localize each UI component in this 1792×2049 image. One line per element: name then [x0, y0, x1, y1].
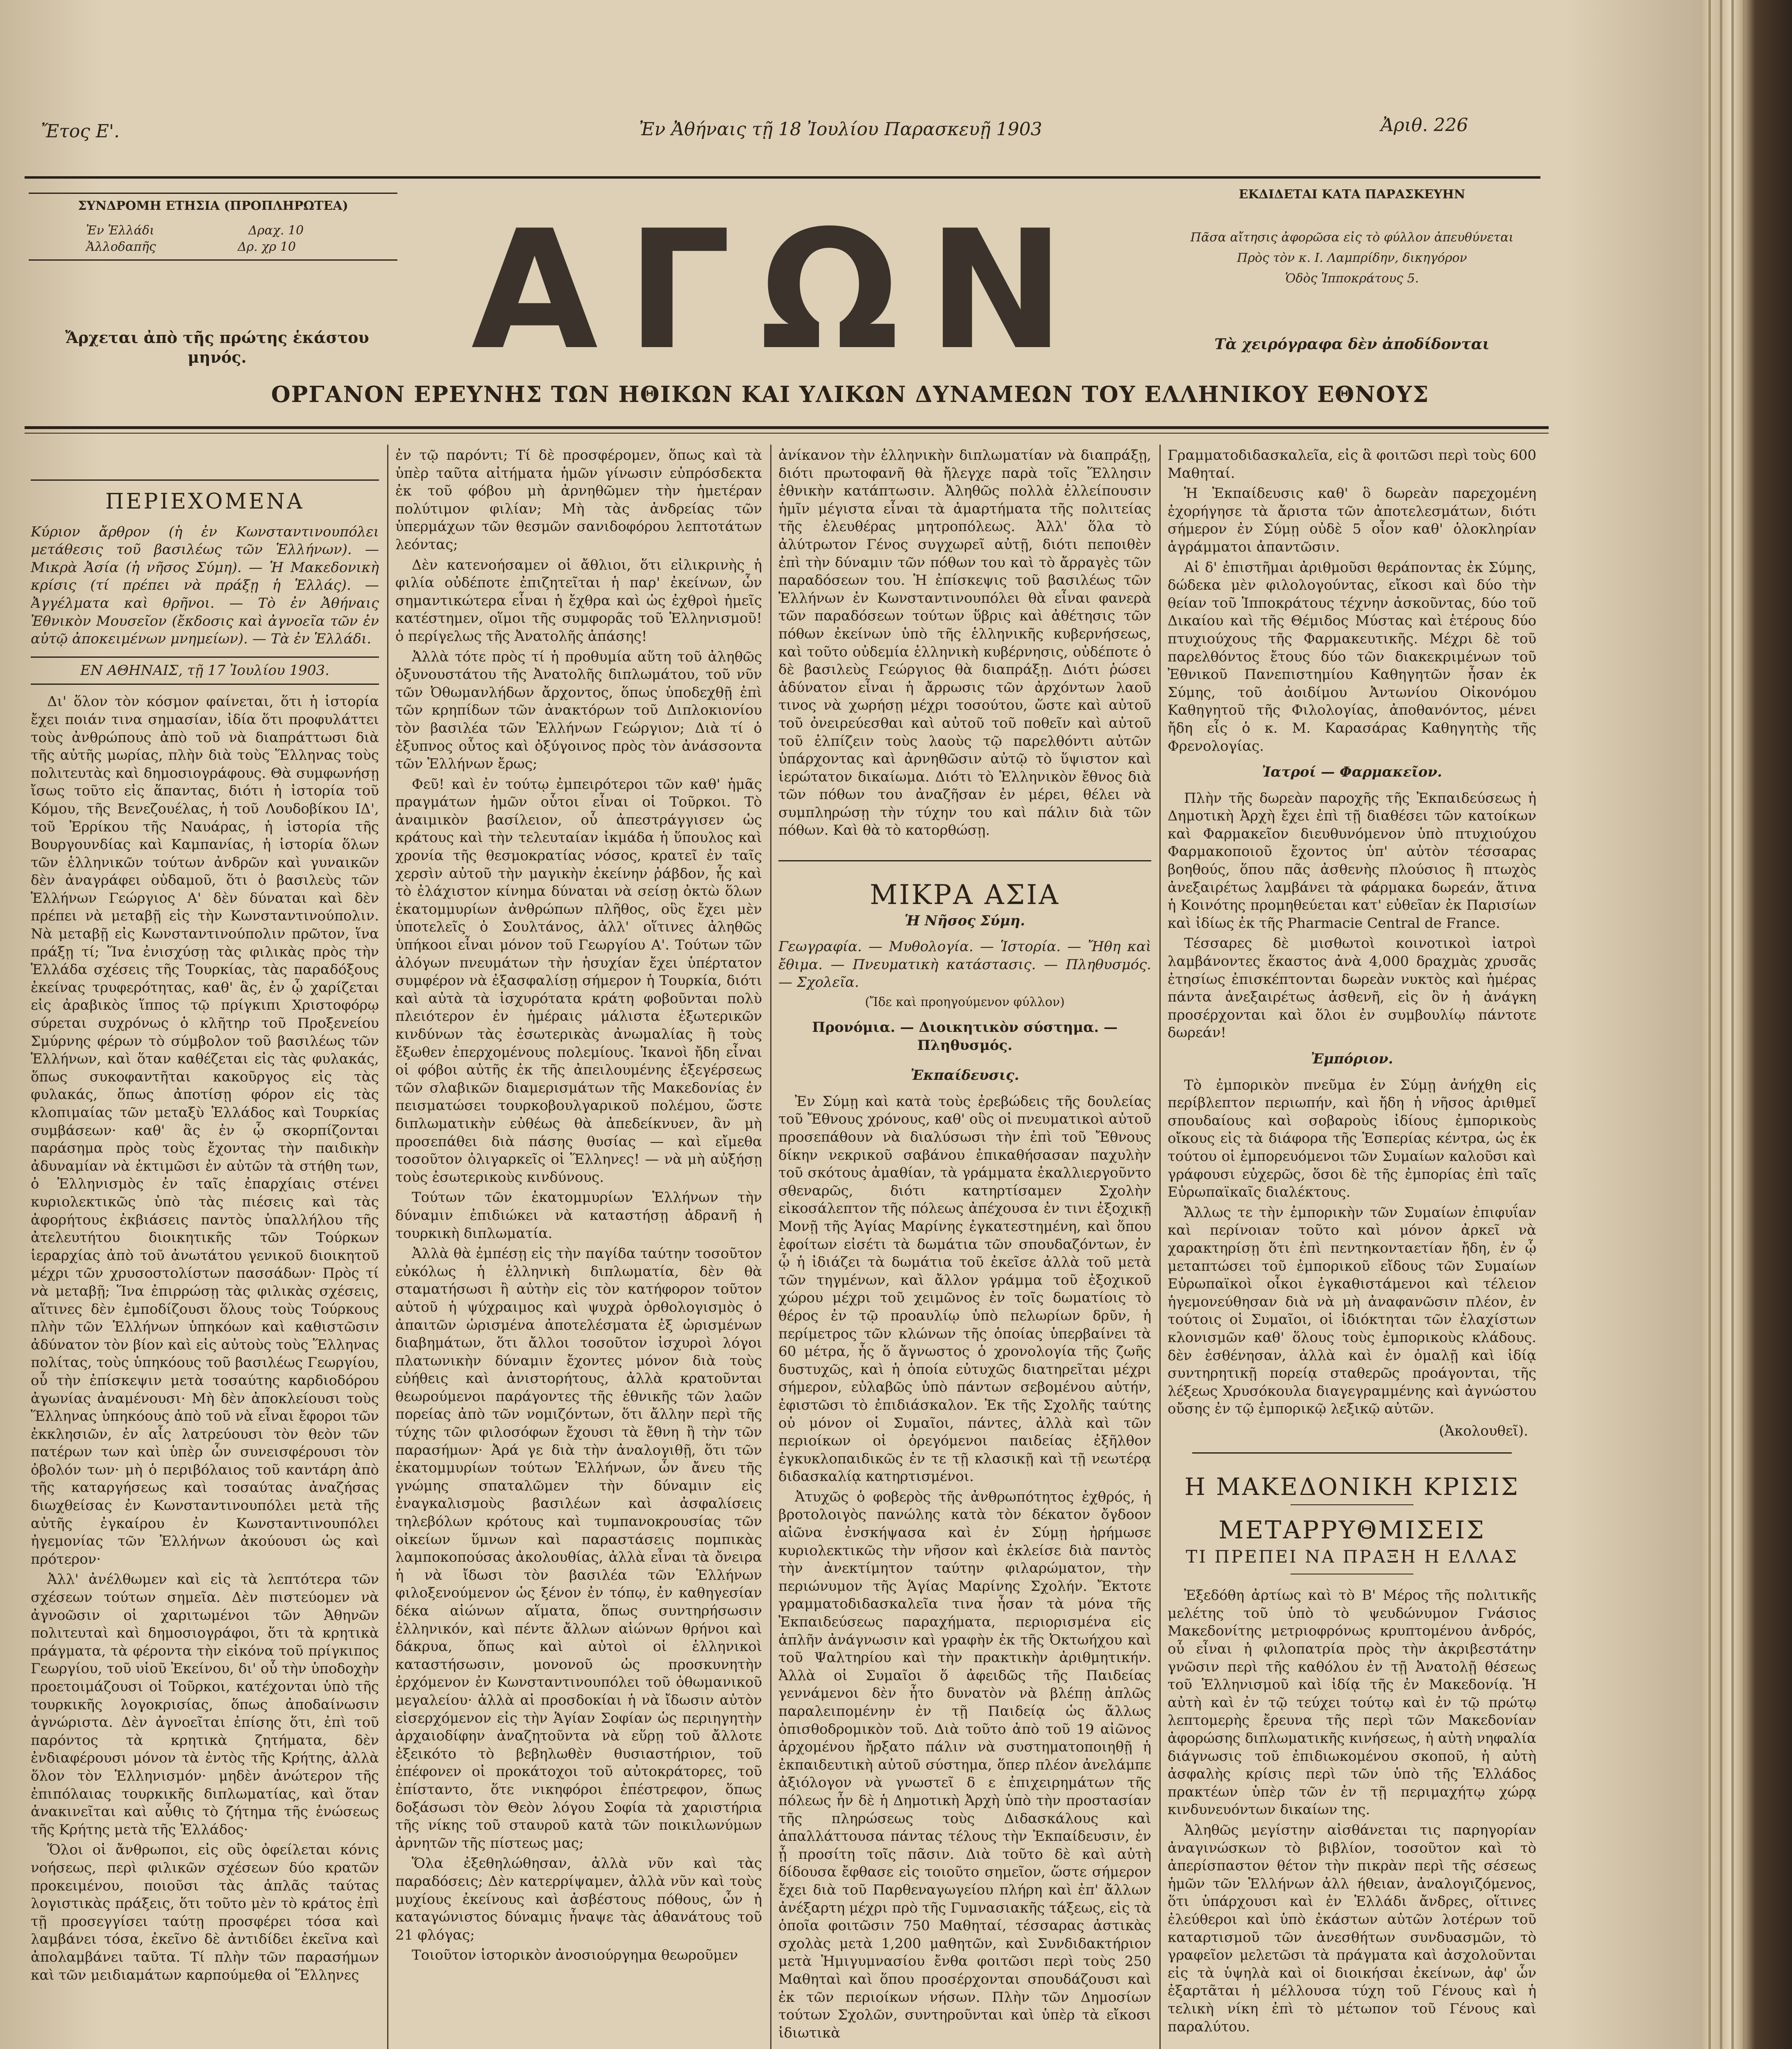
subscription-abroad: [29, 239, 397, 255]
contents-body: Κύριον ἄρθρον (ἡ ἐν Κωνσταντινουπόλει μετάθεσις τοῦ βασιλέως τῶν Ἑλλήνων). — Μικρὰ Ἀσία (ἡ νῆσος Σύμη). — Ἡ Μακεδονικὴ κρίσις (τί πρέπει νὰ πράξῃ ἡ Ἑλλάς). — Ἀγγέλματα καὶ θρῆνοι. — Τὸ ἐν Ἀθήναις Ἐθνικὸν Μουσεῖον (ἔκδοσις καὶ ἀγνοεῖα τῶν ἐν αὐτῷ ἀποκειμένων μνημείων). — Τὰ ἐν Ἑλλάδι.: [31, 523, 379, 647]
subscription-abroad-value: Δρ. χρ 10: [238, 240, 296, 254]
col3-paragraph-2: Ἐν Σύμῃ καὶ κατὰ τοὺς ἐρεβώδεις τῆς δουλείας τοῦ Ἔθνους χρόνους, καθ' οὓς οἱ πνευματικοὶ αὐτοῦ προσεπάθουν νὰ διαλύσωσι τὴν ἐπὶ τοῦ Ἔθνους δίκην νεκρικοῦ σαβάνου ἐπικαθήσασαν παχυλὴν τοῦ σκότους ἀμαθίαν, τὰ γράμματα ἐκαλλιεργοῦντο σθεναρῶς, διότι κατηρτίσαμεν Σχολὴν εἰκοσάλεπτον τῆς πόλεως ἀπέχουσα ἐν τινι ἐξοχικῇ Μονῇ τῆς Ἁγίας Μαρίνης ἐγκατεστημένη, καὶ ὅπου ἐφοίτων εἰσέτι τὰ δωμάτια τῶν σπουδαζόντων, ἐν ᾧ ἡ ἰδιάζει τὰ δωμάτια τοῦ ἐκεῖσε ἀλλὰ τοῦ μετὰ τῶν τηγμένων, καὶ ἄλλον γράμμα τοῦ ἐξοχικοῦ χώρου μέχρι τοῦ χειμῶνος ἐν τοῖς δωματίοις τὸ θέρος ἐν τῷ προαυλίῳ ὑπὸ πελωρίων δρῦν, ἡ περίμετρος τῶν κλώνων τῆς ὁποίας ὑπερβαίνει τὰ 60 μέτρα, ἧς ὅ ἄγνωστος ὁ χρονολογία τῆς ζωῆς δυστυχῶς, καὶ ἡ ὁποία εὐτυχῶς διατηρεῖται μέχρι σήμερον, εὐλαβῶς ὑπὸ πάντων σεβομένου αὐτήν, ἐφιστῶσι τὸ ἐπιδιάσκαλον. Ἐκ τῆς Σχολῆς ταύτης οὐ μόνον οἱ Συμαῖοι, πάντες, ἀλλὰ καὶ τῶν περιοίκων οἱ ὀρεγόμενοι παιδείας ἐξῆλθον ἐγκυκλοπαιδικῶς ἐν τε τῇ κλασικῇ καὶ τῇ νεωτέρᾳ διδασκαλίᾳ κατηρτισμένοι.: [778, 1093, 1151, 1485]
col4-paragraph-8: Ἐξεδόθη ἀρτίως καὶ τὸ Β' Μέρος τῆς πολιτικῆς μελέτης τοῦ ὑπὸ τὸ ψευδώνυμον Γνάσιος Μακεδονίτης μετριοφρόνως κρυπτομένου ἀνδρός, οὗ εἶναι ἡ φιλοπατρία πρὸς τὴν ἀκριβεστάτην γνῶσιν περὶ τῆς καθόλου ἐν τῇ Ἀνατολῇ θέσεως τοῦ Ἑλληνισμοῦ καὶ ἰδίᾳ τῆς ἐν Μακεδονίᾳ. Ἡ αὐτὴ καὶ ἐν τῷ τεύχει τούτῳ καὶ ἐν τῷ πρώτῳ λεπτομερὴς ἔρευνα τῆς περὶ τῶν Μακεδονίαν ἀφορώσης διπλωματικῆς κινήσεως, ἡ αὐτὴ νηφαλία διάγνωσις τοῦ ἐπιδιωκομένου σκοποῦ, ἡ αὐτὴ ἀσφαλὴς κρίσις περὶ τῶν ὑπὸ τῆς Ἑλλάδος πρακτέων ὑπὲρ τῶν ἐν τῇ περιμαχήτῳ χώρᾳ κινδυνευόντων δικαίων της.: [1168, 1587, 1536, 1818]
masthead-subtitle: ΟΡΓΑΝΟΝ ΕΡΕΥΝΗΣ ΤΩΝ ΗΘΙΚΩΝ ΚΑΙ ΥΛΙΚΩΝ ΔΥΝΑΜΕΩΝ ΤΟΥ ΕΛΛΗΝΙΚΟΥ ΕΘΝΟΥΣ: [271, 381, 1429, 407]
subscription-box: [29, 193, 397, 261]
col1-paragraph-3: Ὅλοι οἱ ἄνθρωποι, εἰς οὓς ὀφείλεται κόνις νοήσεως, περὶ φιλικῶν σχέσεων δύο κρατῶν προκειμένου, ποιοῦσι τὰς ἁπλᾶς ταύτας λογιστικὰς πράξεις, ὅτι τοῦτο μὲν τὸ κράτος ἐπὶ τῇ προσεγγίσει ταύτῃ προσφέρει τόσα καὶ λαμβάνει τόσα, ἐκεῖνο δὲ ἀντιδίδει ἐκεῖνα καὶ ἀπολαμβάνει ταῦτα. Τί πλὴν τῶν παρασήμων καὶ τῶν μειδιαμάτων καρπούμεθα οἱ Ἕλληνες: [31, 1842, 379, 1983]
contents-heading: ΠΕΡΙΕΧΟΜΕΝΑ: [105, 489, 304, 514]
col2-paragraph-5: Τούτων τῶν ἑκατομμυρίων Ἑλλήνων τὴν δύναμιν ἐπιδιώκει νὰ καταστήσῃ ἀδρανῆ ἡ τουρκικὴ διπλωματία.: [395, 1189, 762, 1242]
dateline-box: [31, 656, 379, 685]
education-heading: Ἐκπαίδευσις.: [910, 1067, 1019, 1084]
publication-note: ΕΚΔΙΔΕΤΑΙ ΚΑΤΑ ΠΑΡΑΣΚΕΥΗΝ: [1239, 187, 1465, 202]
column-4: [1168, 447, 1536, 2049]
book-spine-edge: [1700, 0, 1792, 2049]
col2-paragraph-2: Δὲν κατενοήσαμεν οἱ ἄθλιοι, ὅτι εἰλικρινὴς ἡ φιλία οὐδέποτε ἐπιζητεῖται ἡ παρ' ἐκείνων, ὧν σημαντικώτερα εἶναι ἡ ἔχθρα καὶ ὡς ἐχθροὶ ἡμεῖς κατέστημεν, οἵμοι τῆς συμφορᾶς τοῦ Ἑλληνισμοῦ! ὁ περίγελως τῆς Ἀνατολῆς ἁπάσης!: [395, 557, 762, 645]
column-rule-3: [1159, 445, 1161, 2049]
col2-paragraph-8: Τοιοῦτον ἱστορικὸν ἀνοσιούργημα θεωροῦμεν: [412, 1947, 738, 1964]
col1-paragraph-1: Δι' ὅλον τὸν κόσμον φαίνεται, ὅτι ἡ ἱστορία ἔχει ποιάν τινα σημασίαν, ἰδία ὅτι προφυλάττει τοὺς ἀνθρώπους ἀπὸ τοῦ νὰ διαπράττωσι διὰ τῆς αὐτῆς μωρίας, πλὴν διὰ τοὺς Ἕλληνας τοὺς πολιτευτὰς καὶ δημοσιογράφους. Θὰ συμφωνήσῃ ἴσως τοῦτο εἰς ἅπαντας, διότι ἡ ἱστορία τοῦ Κόμου, τῆς Βενεζουέλας, ἡ τοῦ Λουδοβίκου ΙΔ', τοῦ Ἐρρίκου τῆς Ναυάρας, ἡ ἱστορία τῆς Βουργουνδίας καὶ Καμπανίας, ἡ ἱστορία ὅλων τῶν ἑλληνικῶν τούτων ἀνδρῶν καὶ γυναικῶν δὲν ἀναγράφει οὐδαμοῦ, ὅτι ὁ βασιλεὺς τῶν Ἑλλήνων Γεώργιος Α' δὲν δύναται καὶ δὲν πρέπει νὰ μεταβῇ εἰς τὴν Κωνσταντινούπολιν. Νὰ μεταβῇ εἰς Κωνσταντινούπολιν πρῶτον, ἵνα πράξῃ τί; Ἵνα ἐνισχύσῃ τὰς φιλικὰς πρὸς τὴν Ἑλλάδα σχέσεις τῆς Τουρκίας, τὰς παραδόξους ἐκείνας τρυφερότητας, καθ' ἃς, ἐν ᾧ χαρίζεται εἰς ἀραβικὸς ἵππος τῷ πρίγκιπι Χριστοφόρῳ σύρεται συχρόνως ὁ κλῆτηρ τοῦ Προξενείου Σμύρνης φέρων τὸ σύμβολον τοῦ βασιλέως τῶν Ἑλλήνων, καὶ ὅταν καθέζεται εἰς τὰς φυλακάς, ὅπως συκοφαντῆται κακοῦργος εἰς τὰς φυλακάς, ὅπως ἀποτίσῃ φόρον εἰς τὰς κλοπιμαίας τῶν μεταξὺ Ἑλλάδος καὶ Τουρκίας συμβάσεων· καθ' ἃς ἐν ᾧ σκορπίζονται παράσημα πρὸς τοὺς ἔχοντας τὴν παιδικὴν ἀδυναμίαν νὰ ἐκτιμῶσι ἐν αὐτῶν τὰ στήθη των, ὁ Ἑλληνισμὸς ἐν ταῖς ἐπαρχίαις στένει κυριολεκτικῶς ὑπὸ τὰς πιέσεις καὶ τὰς ἀφορήτους ἐκβιάσεις παντὸς ὑπαλλήλου τῆς ἀτελευτήτου διοικητικῆς τῶν Τούρκων ἱεραρχίας ἀπὸ τοῦ ἀνωτάτου γενικοῦ διοικητοῦ μέχρι τῶν χρυσοστολίστων πασσάδων· Πρὸς τί νὰ μεταβῇ; Ἵνα ἐπιρρώσῃ τὰς φιλικὰς σχέσεις, αἵτινες δὲν ἐμποδίζουσι ὅλους τοὺς Τούρκους πλὴν τῶν Ἑλλήνων ὑπηκόων καὶ καθιστῶσιν ἀδύνατον τὸν βίον καὶ εἰς αὐτοὺς τοὺς Ἕλληνας πολίτας, τοὺς ὑπηκόους τοῦ βασιλέως Γεωργίου, οὗ τὴν ἐπίσκεψιν μετὰ τοσαύτης καρδιοδόρου ἀγωνίας ἀναμένουσι· Μὴ δὲν ἀποκλείουσι τοὺς Ἕλληνας ὑπηκόους ἀπὸ τοῦ νὰ εἶναι ἔφοροι τῶν ἐκκλησιῶν, ἐν αἷς λατρεύουσι τὸν θεὸν τῶν πατέρων των καὶ ὑπὲρ ὧν συνεισφέρουσι τὸν ὀβολόν των· μὴ ὁ περιβόλαιος τοῦ καντάρη ἀπὸ τῆς καταργήσεως καὶ τοσαύτας ἀναζήσας διωχθείσας ἐν Κωνσταντινουπόλει μετὰ τῆς αὐτῆς ἐγκαίρου ἐν Κωνσταντινουπόλει ἠγεμονίας τῶν Ἑλλήνων ἀκούουσι ὡς καὶ πρότερον·: [31, 693, 379, 1567]
col4-paragraph-7: Ἄλλως τε τὴν ἐμπορικὴν τῶν Συμαίων ἐπιφυΐαν καὶ περίνοιαν τοῦτο καὶ μόνον ἀρκεῖ νὰ χαρακτηρίσῃ ὅτι ἐπὶ πεντηκονταετίαν ἤδη, ἐν ᾧ μεταπτώσει τοῦ ἐμπορικοῦ εἴδους τῶν Συμαίων Εὐρωπαϊκοὶ οἶκοι ἐγκαθιστάμενοι καὶ τέλειον ἡγεμονεύθησαν διὰ νὰ μὴ ἀναφανῶσιν πλέον, ἐν τούτοις οἱ Συμαῖοι, οἱ ἰδιόκτηται τῶν ἐλαχίστων κλονισμῶν καθ' ὅλους τοὺς ἐμπορικοὺς κλάδους. δὲν ἐσθένησαν, ἀλλὰ καὶ ἐν ὁμαλῇ καὶ ἰδίᾳ συντηρητικῇ πορείᾳ σταθερῶς προάγονται, τῆς λέξεως Χρυσόκουλα διαγεγραμμένης καὶ ἀγνώστου οὔσης ἐν τῷ ἐμπορικῷ λεξικῷ αὐτῶν.: [1168, 1204, 1536, 1417]
col3-paragraph-1: ἀνίκανον τὴν ἑλληνικὴν διπλωματίαν νὰ διαπράξῃ, διότι πρωτοφανῆ θὰ ἤλεγχε παρὰ τοῖς Ἕλλησιν ἐθνικὴν κατάπτωσιν. Ἀληθῶς πολλὰ ἐλλείπουσιν ἡμῖν μέγιστα εἶναι τὰ ἁμαρτήματα τῆς πολιτείας τῆς ἐλευθέρας μητροπόλεως. Ἀλλ' ὅλα τὸ ἀλύτρωτον Γένος συγχωρεῖ αὐτῇ, διότι πεποιθὲν ἐπὶ τὴν δύναμιν τῶν πόθων του καὶ τὸ ἄρραγὲς τῶν παραδόσεων του. Ἡ ἐπίσκεψις τοῦ βασιλέως τῶν Ἑλλήνων ἐν Κωνσταντινουπόλει θὰ εἶναι φανερὰ τῶν παραδόσεων τούτων ὕβρις καὶ ἀθέτησις τῶν πόθων ἐκείνων ὑπὸ τῆς ἑλληνικῆς κυβερνήσεως, καὶ τοῦτο οὐδεμία ἑλληνικὴ κυβέρνησις, οὐδέποτε ὁ δὲ βασιλεὺς Γεώργιος θὰ διαπράξῃ. Διότι ῥώσει ἀδύνατον εἶναι ἡ ἄρρωσις τῶν ἀρχόντων λαοῦ τινος νὰ χωρήσῃ μέχρι τοσούτου, ὥστε καὶ αὐτοῦ τοῦ ὀνειρεύεσθαι καὶ αὐτοῦ τοῦ ποθεῖν καὶ αὐτοῦ τοῦ ἐλπίζειν τοὺς λαοὺς τῷ παρελθόντι αὐτῶν ὑπάρχοντας καὶ ἀρνηθῶσιν αὐτῷ τὸ ὕψιστον καὶ ἱερώτατον δικαίωμα. Διότι τὸ Ἑλληνικὸν ἔθνος διὰ τῶν πόθων του ἀναζῆσαν ἐν μέρει, θέλει νὰ συμπληρώσῃ τὴν τύχην του καὶ πάλιν διὰ τῶν πόθων. Καὶ θὰ τὸ κατορθώσῃ.: [778, 447, 1151, 839]
col4-paragraph-9: Ἀληθῶς μεγίστην αἰσθάνεται τις παρηγορίαν ἀναγινώσκων τὸ βιβλίον, τοσοῦτον καὶ τὸ ἀπερίσπαστον θέτον τὴν πικρὰν περὶ τῆς σέσεως ἡμῶν τῶν Ἑλλήνων ἀλλ ήθειαν, ἀναλογιζόμενος, ὅτι ὑπάρχουσι καὶ ἐν Ἑλλάδι ἄνδρες, οἵτινες ἐλεύθεροι καὶ ὑπὸ ἐκάστων αὐτῶν λοτέρων τοῦ καταρτισμοῦ τῶν ἀνεσθήτων συνδυασμῶν, τὸ γραφεῖον μελετῶσι τὰ πράγματα καὶ ἀσχολοῦνται εἰς τὰ ὑψηλὰ καὶ οἱ διοικήσαι ἐκείνων, ἀφ' ὧν ἐξαρτᾶται ἡ μέλλουσα τύχη τοῦ Γένους καὶ ἡ τελικὴ νίκη ἐπὶ τὸ μέτωπον τοῦ Γένους καὶ παραλύτου.: [1168, 1822, 1536, 2035]
col4-paragraph-2: Ἡ Ἐκπαίδευσις καθ' ὃ δωρεὰν παρεχομένη ἐχορήγησε τὰ ἄριστα τῶν ἀποτελεσμάτων, διότι σήμερον ἐν Σύμῃ οὐδὲ 5 οἶον καθ' ὁλοκληρίαν ἀγράμματοι ἀπαντῶσιν.: [1168, 485, 1536, 555]
col2-paragraph-3: Ἀλλὰ τότε πρὸς τί ἡ προθυμία αὕτη τοῦ ἀληθῶς ὀξυνουστάτου τῆς Ἀνατολῆς διπλωμάτου, τοῦ νῦν τῶν Ὀθωμανλήδων ἄρχοντος, ὅπως ὑποδεχθῇ ἐπὶ τῶν κρηπίδων τῶν ἀνακτόρων τοῦ Διπλοκιονίου τὸν βασιλέα τῶν Ἑλλήνων Γεώργιον; Διὰ τί ὁ ἐξυπνος οὗτος καὶ ὀξύγοινος πρὸς τὸν ἀνάσσοντα τῶν Ἑλλήνων ἔρως;: [395, 648, 762, 772]
symi-subheading: Ἡ Νῆσος Σύμη.: [904, 912, 1025, 929]
contents-box: [31, 479, 379, 648]
subscription-greece-label: Ἐν Ἑλλάδι: [86, 223, 154, 238]
col3-paragraph-3: Ἀτυχῶς ὁ φοβερὸς τῆς ἀνθρωπότητος ἐχθρός, ἡ βροτολοιγὸς πανώλης κατὰ τὸν δέκατον ὄγδοον αἰῶνα ἐνσκήψασα καὶ ἐν Σύμῃ ἠρήμωσε κυριολεκτικῶς τὴν νῆσον καὶ ἐκλείσε διὰ παντὸς τὴν ἀνεκτίμητον ταύτην φιλαρώματον, τὴν περιώνυμον τῆς Ἁγίας Μαρίνης Σχολήν. Ἔκτοτε γραμματοδιδασκαλεῖα τινα ἦσαν τὰ μόνα τῆς Ἐκπαιδεύσεως παραχήματα, περιορισμένα εἰς ἁπλῆν ἀνάγνωσιν καὶ γραφὴν ἐκ τῆς Ὀκτωήχου καὶ τοῦ Ψαλτηρίου καὶ τὴν πρακτικὴν ἀριθμητικήν. Ἀλλὰ οἱ Συμαῖοι ὅ ἀφειδῶς τῆς Παιδείας γεννάμενοι δὲν ἦτο δυνατὸν νὰ βλέπῃ ἁπλῶς παραλειπομένην ἐν τῇ Παιδείᾳ ὡς ἄλλως ὀπισθοδρομικὸν τοῦ. Διὰ τοῦτο ἀπὸ τοῦ 19 αἰῶνος ἀρχομένου ἤρξατο πάλιν νὰ συστηματοποιηθῇ ἡ ἐκπαιδευτικὴ αὐτοῦ σύστημα, ὅπερ πλέον ἀνελάμπε ἀξιόλογον νὰ γνωστεῖ δ ε ἐπιχειρημάτων τῆς πόλεως ἦν δὲ ἡ Δημοτικὴ Ἀρχὴ ὑπὸ τὴν προστασίαν τῆς πληρώσεως τοὺς Διδασκάλους καὶ ἀπαλλάττουσα πάντας τέλους τὴν Ἐκπαίδευσιν, ἐν ᾗ προσίτη τοῖς πᾶσιν. Διὰ τοῦτο δὲ καὶ αὐτὴ δίδουσα ἔφθασε εἰς τοιοῦτο σημεῖον, ὥστε σήμερον ἔχει διὰ τοῦ Παρθεναγωγείου πλήρη καὶ ἐπ' ἄλλων ἀνέξαρτη μέχρι πρὸ τῆς Γυμνασιακῆς τάξεως, εἰς τὰ ὁποῖα φοιτῶσιν 750 Μαθηταί, τέσσαρας ἀστικὰς σχολὰς μετὰ 1,200 μαθητῶν, καὶ Συνδιδακτήριον μετὰ Ἡμιγυμνασίου ἔνθα φοιτῶσι περὶ τοὺς 250 Μαθηταὶ καὶ ὅπου προσέρχονται σπουδάζουσι καὶ ἐκ τῶν περιοίκων νήσων. Πλὴν τῶν Δημοσίων τούτων Σχολῶν, συντηροῦνται καὶ ὑπὲρ τὰ εἴκοσι ἰδιωτικὰ: [778, 1488, 1151, 2041]
date-line: Ἐν Ἀθήναις τῇ 18 Ἰουλίου Παρασκευῇ 1903: [639, 119, 1042, 140]
page-edge-line: [1708, 0, 1711, 2049]
page-edge-line: [1731, 0, 1734, 2049]
correspondence-address: Ὁδὸς Ἱπποκράτους 5.: [1285, 271, 1419, 286]
col2-paragraph-1: ἐν τῷ παρόντι; Τί δὲ προσφέρομεν, ὅπως καὶ τὰ ὑπὲρ ταῦτα αἰτήματα ἡμῶν γίνωσιν εὐπρόσδεκτα ἐκ τοῦ φόβου μὴ ἀρνηθῶμεν τὴν ἡμετέραν πολύτιμον φιλίαν; Μὴ τὰς ἀνδρείας τῶν ὑπερμάχων τῶν θεσμῶν σανιδοφόρου λεπτοτάτων λεόντας;: [395, 447, 762, 553]
mikra-asia-rule: [778, 860, 1151, 861]
column-2: [395, 447, 762, 2049]
correspondence-line: Πᾶσα αἴτησις ἀφορῶσα εἰς τὸ φύλλον ἀπευθύνεται: [1190, 230, 1514, 245]
what-greece-heading: ΤΙ ΠΡΕΠΕΙ ΝΑ ΠΡΑΞΗ Η ΕΛΛΑΣ: [1186, 1546, 1518, 1567]
col4-paragraph-4: Πλὴν τῆς δωρεὰν παροχῆς τῆς Ἐκπαιδεύσεως ἡ Δημοτικὴ Ἀρχὴ ἔχει ἐπὶ τῇ διαθέσει τῶν κατοίκων καὶ Φαρμακεῖον διευθυνόμενον ὑπὸ πτυχιούχου Φαρμακοποιοῦ ἔχοντος ὑπ' αὐτὸν τέσσαρας βοηθούς, ὅπου πᾶς ἀσθενὴς πλούσιος ἢ πτωχὸς ἀνεξαιρέτως λαμβάνει τὰ φάρμακα δωρεάν, ἅτινα ἡ Κοινότης προμηθεύεται κατ' εὐθεῖαν ἐκ Παρισίων καὶ ἰδίως ἐκ τῆς Pharmacie Central de France.: [1168, 790, 1536, 931]
macedonian-subrule: [1291, 1504, 1413, 1505]
page-edge-line: [1720, 0, 1722, 2049]
column-3: [778, 447, 1151, 2049]
subscription-greece-value: Δραχ. 10: [248, 223, 304, 238]
col2-paragraph-4: Φεῦ! καὶ ἐν τούτῳ ἐμπειρότεροι τῶν καθ' ἡμᾶς πραγμάτων ἡμῶν οὗτοι εἶναι οἱ Τοῦρκοι. Τὸ ἀναιμικὸν βασίλειον, οὗ ἀπεστράγγισεν ὡς κράτους καὶ τὴν τελευταίαν ἰκμάδα ἡ ὕπουλος καὶ χρονία τῆς θεσμοκρατίας νόσος, κρατεῖ ἐν ταῖς χερσὶν αὐτοῦ τὴν μαγικὴν ἐκείνην ῥάβδον, ἧς καὶ τὸ ἐλάχιστον κίνημα δύναται νὰ σείσῃ ὀκτὼ ὅλων ἑκατομμυρίων ἀνθρώπων πλῆθος, οὓς ἔχει μὲν ὑποτελεῖς ὁ Σουλτάνος, ἀλλ' οἵτινες ἀληθῶς ὑπήκοοι εἶναι μόνον τοῦ Γεωργίου Α'. Τούτων τῶν ἀλόγων πνευμάτων τὴν ἡσυχίαν ἔχει ὑπέρτατον συμφέρον νὰ ἐξασφαλίσῃ σήμερον ἡ Τουρκία, διότι καὶ αὐτὰ τὰ ἰσχυρότατα κράτη φοβοῦνται πολὺ πλειότερον ἐν ἡμέραις μάλιστα ἐξωτερικῶν κινδύνων τὰς ἐσωτερικὰς ἀνωμαλίας ἢ τοὺς ἔξωθεν ἐπερχομένους πολεμίους. Ἱκανοὶ ἤδη εἶναι οἱ φόβοι αὐτῆς ἐκ τῆς ἀπειλουμένης ἐξεγέρσεως τῶν σλαβικῶν διαμερισμάτων τῆς Μακεδονίας ἐν πεισματώσει τουρκοβουλγαρικοῦ πολέμου, ὥστε διπλωματικὴν εὐθέως θὰ ἀπεδείκνυεν, ἂν μὴ προσεπάθει διὰ πάσης θυσίας — καὶ εἴμεθα τοσοῦτον ὀλιγαρκεῖς οἱ Ἕλληνες! — νὰ μὴ αὐξήσῃ τοὺς ἐσωτερικοὺς κινδύνους.: [395, 776, 762, 1186]
doctors-heading: Ἰατροί — Φαρμακεῖον.: [1262, 764, 1442, 781]
symi-topics: Γεωγραφία. — Μυθολογία. — Ἱστορία. — Ἤθη καὶ ἔθιμα. — Πνευματικὴ κατάστασις. — Πληθυσμός. — Σχολεῖα.: [778, 938, 1151, 991]
macedonian-rule: [1192, 1452, 1512, 1454]
subscription-note: Ἄρχεται ἀπὸ τῆς πρώτης ἑκάστου μηνός.: [65, 328, 369, 366]
column-1: [31, 447, 379, 2049]
manuscripts-note: Τὰ χειρόγραφα δὲν ἀποδίδονται: [1214, 336, 1490, 353]
correspondence-name: Πρὸς τὸν κ. Ι. Λαμπρίδην, δικηγόρον: [1237, 251, 1467, 265]
col4-paragraph-3: Αἱ δ' ἐπιστῆμαι ἀριθμοῦσι θεράποντας ἐκ Σύμης, δώδεκα μὲν φιλολογούντας, εἴκοσι καὶ δύο τὴν θείαν τοῦ Ἱπποκράτους τέχνην ἀσκοῦντας, δύο τοῦ Δικαίου καὶ τῆς Θέμιδος Μύστας καὶ ἑτέρους δύο πτυχιούχους τῆς Φαρμακευτικῆς. Μέχρι δὲ τοῦ παρελθόντος ἔτους δύο τῶν διακεκριμένων τοῦ Ἐθνικοῦ Πανεπιστημίου Καθηγητῶν ἦσαν ἐκ Σύμης, τοῦ ἀοιδίμου Ἀντωνίου Οἰκονόμου Καθηγητοῦ τῆς Φιλολογίας, ἀποθανόντος, μένει ἤδη εἷς ὁ κ. Μ. Καρασάρας Καθηγητὴς τῆς Φρενολογίας.: [1168, 559, 1536, 754]
header-rule: [25, 176, 1540, 179]
column-rule-2: [770, 445, 771, 2049]
col4-paragraph-5: Τέσσαρες δὲ μισθωτοὶ κοινοτικοὶ ἰατροὶ λαμβάνοντες ἕκαστος ἀνὰ 4,000 δραχμὰς χρυσᾶς ἐτησίως ἐπισκέπτονται δωρεὰν νυκτὸς καὶ ἡμέρας πάντα ἀνεξαιρέτως ἀσθενῆ, εἰς ὃν ἡ ἀνάγκη προσέρχονται καὶ ὅλοι ἐν συμβουλίῳ πάντοτε δωρεάν!: [1168, 935, 1536, 1041]
issue-number: Ἀριθ. 226: [1381, 115, 1468, 136]
reforms-heading: ΜΕΤΑΡΡΥΘΜΙΣΕΙΣ: [1218, 1516, 1486, 1545]
page-edge-line: [1743, 0, 1745, 2049]
macedonian-heading: Η ΜΑΚΕΔΟΝΙΚΗ ΚΡΙΣΙΣ: [1184, 1473, 1520, 1501]
dateline: ΕΝ ΑΘΗΝΑΙΣ, τῇ 17 Ἰουλίου 1903.: [80, 662, 329, 679]
subscription-abroad-label: Ἀλλοδαπῆς: [86, 240, 156, 254]
masthead-title: ΑΓΩΝ: [471, 195, 1094, 386]
continued-note: (Ἀκολουθεῖ).: [1439, 1422, 1528, 1439]
commerce-heading: Ἐμπόριον.: [1311, 1051, 1393, 1067]
col2-paragraph-6: Ἀλλὰ θὰ ἐμπέσῃ εἰς τὴν παγίδα ταύτην τοσοῦτον εὐκόλως ἡ ἑλληνικὴ διπλωματία, δὲν θὰ σταματήσωσι ἢ αὐτὴν εἰς τὸν κατήφορον τοῦτον αὐτοῦ ἡ ψύχραιμος καὶ ψυχρὰ ὀρθολογισμὸς ὁ ἀπαιτῶν ὡρισμένα ἀποτελέσματα ἐξ ὡρισμένων διαβημάτων, ὅτι ἄλλοι τοσοῦτον ἰσχυροὶ λόγοι πλατωνικὴν δύναμιν ἔχοντες μόνον διὰ τοὺς εὐήθεις καὶ ἀνιστορήτους, ἀλλὰ κρατοῦνται θεωρούμενοι παράγοντες τῆς ἐθνικῆς τῶν λαῶν πορείας ἀπὸ τῶν νομιζόντων, ὅτι ἄλλην περὶ τῆς τύχης τῶν φιλοσόφων ἔχουσι τὰ ἔθνη ἢ τὴν τῶν παρασήμων· Ἀρά γε διὰ τὴν ἀναλογιθῇ, ὅτι τῶν ἑκατομμυρίων τούτων Ἑλλήνων, ὧν ἄνευ τῆς γνώμης σπαταλῶμεν τὴν δύναμιν εἰς ἐναγκαλισμοὺς βασιλέων καὶ ἀσφαλίσεις τηλεβόλων κρότους καὶ τυμπανοκρουσίας τῶν οἰκείων ὕμνων καὶ παραστάσεις πομπικὰς λαμποκοπούσας ἀκολουθίας, ἀλλὰ εἶναι τὰ ὄνειρα ἡ νὰ ἴδωσι τὸν βασιλέα τῶν Ἑλλήνων φιλοξενούμενον ὡς ξένον ἐν τόπῳ, ἐν καθηγεσίαν δέκα αἰώνων αἵματα, ὅπως συντηρήσωσιν ἑλληνικόν, καὶ πέντε ἄλλων αἰώνων θρήνοι καὶ δάκρυα, ὅπως καὶ αὐτοὶ οἱ ἑλληνικοὶ καταστήσωσιν, μονονοῦ ὡς προσκυνητὴν ἐρχόμενον ἐν Κωνσταντινουπόλει τοῦ ὀθωμανικοῦ μεγαλείου· ἀλλὰ αἱ προσδοκίαι ἡ νὰ ἴδωσιν αὐτὸν εἰσερχόμενον εἰς τὴν Ἁγίαν Σοφίαν ὡς περιηγητὴν ἀρχαιοδίφην ἀναζητοῦντα νὰ εὕρῃ τοῦ ἄλλοτε ἐξεικότο τὸ βεβηλωθὲν θυσιαστήριον, τοῦ ἐπέφονεν οἱ προκάτοχοι τοῦ αὐτοκράτορες, τοῦ ἐπίσταντο, ὅτε νικηφόροι ἐπέστρεφον, ὅπως δοξάσωσι τὸν Θεὸν λόγου Σοφία τὰ χαριστήρια τῆς νίκης τοῦ σταυροῦ κατὰ τῶν ποικιλωνύμων ἀρνητῶν τῆς πίστεως μας;: [395, 1245, 762, 1851]
column-rule-1: [387, 445, 388, 2049]
symi-topics-2: Προνόμια. — Διοικητικὸν σύστημα. — Πληθυσμός.: [812, 1019, 1118, 1054]
masthead-rule: [25, 426, 1549, 429]
mikra-asia-heading: ΜΙΚΡΑ ΑΣΙΑ: [869, 879, 1060, 911]
subscription-heading: ΣΥΝΔΡΟΜΗ ΕΤΗΣΙΑ (ΠΡΟΠΛΗΡΩΤΕΑ): [78, 199, 348, 213]
subscription-greece: [29, 223, 397, 239]
col2-paragraph-7: Ὅλα ἐξεθηλώθησαν, ἀλλὰ νῦν καὶ τὰς παραδόσεις; Δὲν κατερρίψαμεν, ἀλλὰ νῦν καὶ τοὺς μυχίους ἐκείνους καὶ ἀσβέστους πόθους, ὧν ἡ καταγώνιστος δύναμις ἦναψε τὰς ἀθανάτους τοῦ 21 φλόγας;: [395, 1855, 762, 1943]
year-label: Ἔτος Ε'.: [41, 121, 120, 142]
col1-paragraph-2: Ἀλλ' ἀνέλθωμεν καὶ εἰς τὰ λεπτότερα τῶν σχέσεων τούτων σημεῖα. Δὲν πιστεύομεν νὰ ἀγνοῶσιν οἱ χαριτωμένοι τῶν Ἀθηνῶν πολιτευταὶ καὶ δημοσιογράφοι, ὅτι τὰ κρητικὰ πράγματα, τὰ φέροντα τὴν εἰκόνα τοῦ πρίγκιπος Γεωργίου, τοῦ υἱοῦ Ἐκείνου, δι' οὗ τὴν ὑποδοχὴν προετοιμάζουσι οἱ Τοῦρκοι, κατέχονται ὑπὸ τῆς τουρκικῆς λογοκρισίας, ὅπως ἀποδαίνωσιν ἀγνώριστα. Δὲν ἀγνοεῖται ἐπίσης ὅτι, ἐπὶ τοῦ παρόντος τὰ κρητικὰ ζητήματα, δὲν ἐνδιαφέρουσι μόνον τὰ ἐντὸς τῆς Κρήτης, ἀλλὰ ὅλον τὸν Ἑλληνισμόν· μηδὲν ἀνώτερον τῆς ἐπιπόλαιας τουρκικῆς διπλωματίας, καὶ ὅταν ἀνακινεῖται καὶ αὖθις τὸ ζήτημα τῆς ἑνώσεως τῆς Κρήτης μετὰ τῆς Ἑλλάδος·: [31, 1571, 379, 1838]
masthead-rule-thin: [25, 433, 1549, 434]
col4-paragraph-6: Τὸ ἐμπορικὸν πνεῦμα ἐν Σύμῃ ἀνήχθη εἰς περίβλεπτον περιωπήν, καὶ ἤδη ἡ νῆσος ἀριθμεῖ σπουδαίους καὶ σοβαροὺς ἰδίους ἐμπορικοὺς οἴκους εἰς τὰ διάφορα τῆς Ἑσπερίας κέντρα, ὡς ἐκ τούτου οἱ ἐμπορευόμενοι τῶν Συμαίων καλοῦσι καὶ γράφουσι εὐχερῶς, ὅσοι δὲ τῆς ἐμπορίας ἐπὶ ταῖς Εὐρωπαϊκαῖς διαλέκτους.: [1168, 1077, 1536, 1201]
symi-note: (Ἴδε καὶ προηγούμενον φύλλον): [865, 995, 1065, 1010]
col4-paragraph-1: Γραμματοδιδασκαλεῖα, εἰς ἃ φοιτῶσι περὶ τοὺς 600 Μαθηταί.: [1168, 447, 1536, 482]
